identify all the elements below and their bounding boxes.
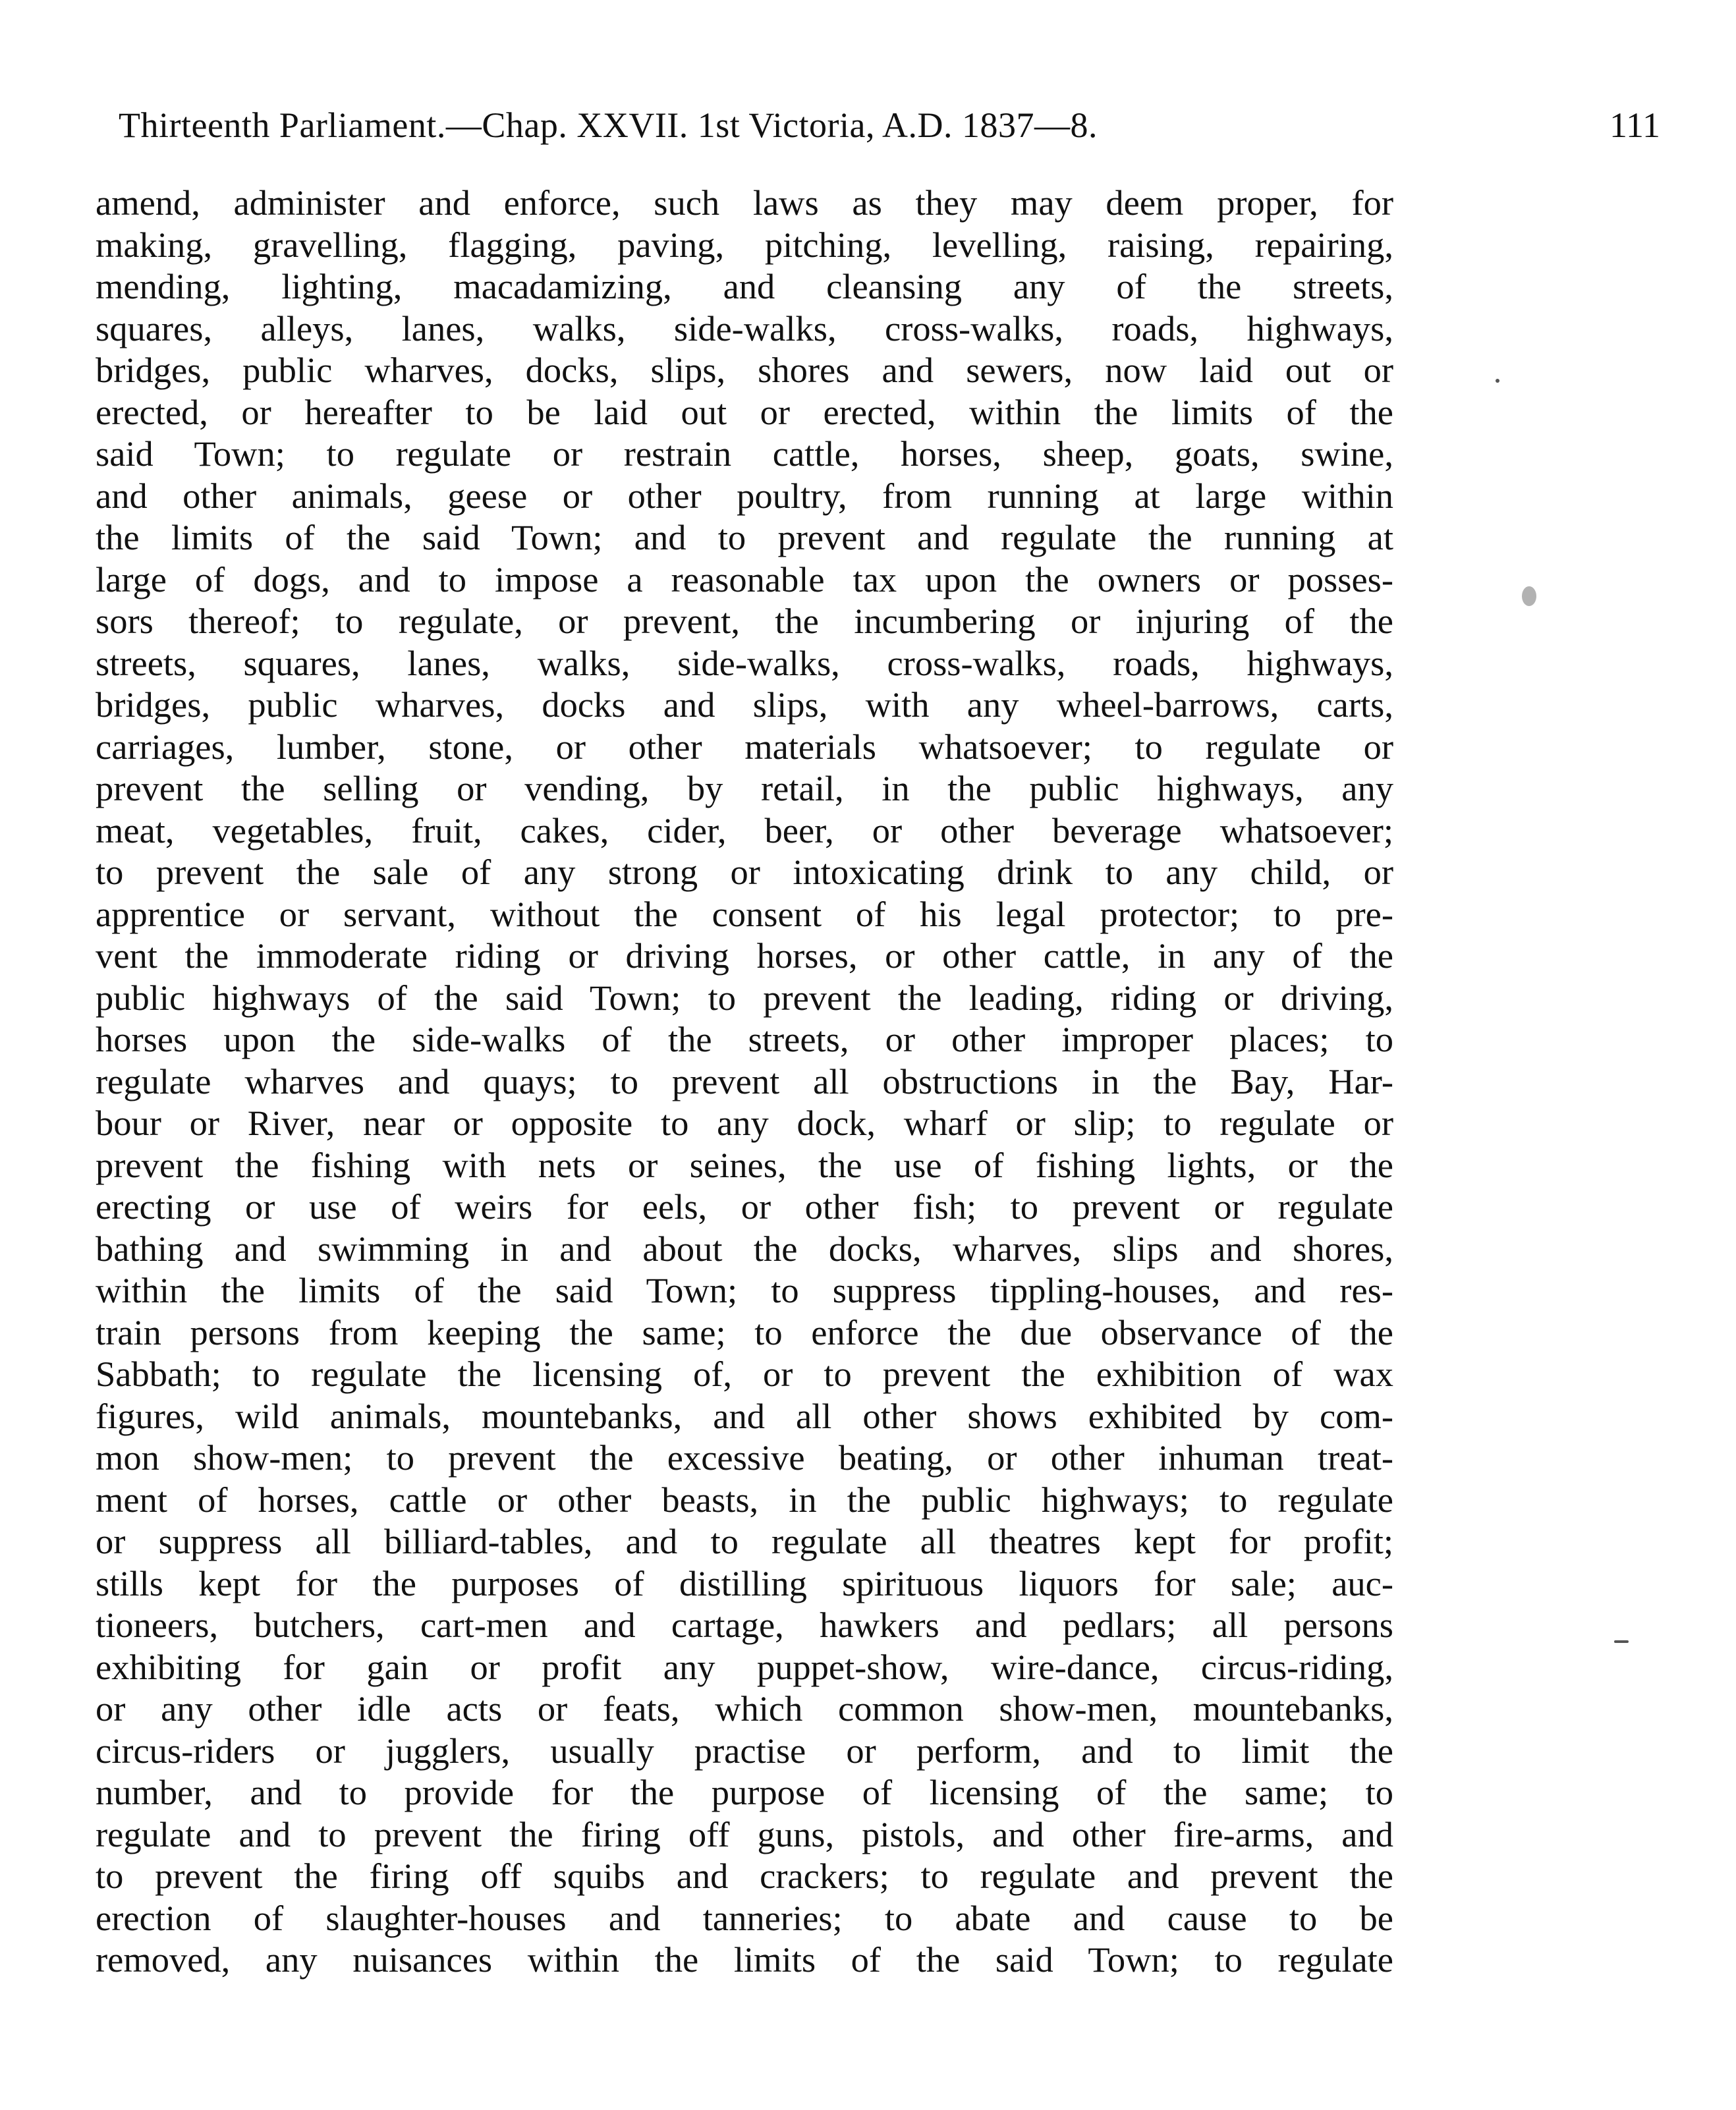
text-line: making, gravelling, flagging, paving, pitching, levelling, raising, repairing, [96, 224, 1393, 265]
text-line: mon show-men; to prevent the excessive beating, or other inhuman treat- [96, 1437, 1393, 1478]
text-line: mending, lighting, macadamizing, and cleansing any of the streets, [96, 266, 1393, 306]
text-line: squares, alleys, lanes, walks, side-walks, cross-walks, roads, highways, [96, 308, 1393, 348]
text-line: the limits of the said Town; and to prevent and regulate the running at [96, 517, 1393, 557]
text-line: sors thereof; to regulate, or prevent, the incumbering or injuring of the [96, 601, 1393, 641]
text-line: horses upon the side-walks of the streets, or other improper places; to [96, 1019, 1393, 1059]
text-line: meat, vegetables, fruit, cakes, cider, beer, or other beverage whatsoever; [96, 810, 1393, 850]
text-line: and other animals, geese or other poultry, from running at large within [96, 475, 1393, 516]
text-line: said Town; to regulate or restrain cattle, horses, sheep, goats, swine, [96, 433, 1393, 474]
text-line: or suppress all billiard-tables, and to regulate all theatres kept for profit; [96, 1521, 1393, 1561]
text-line: regulate and to prevent the firing off guns, pistols, and other fire-arms, and [96, 1814, 1393, 1854]
text-line: number, and to provide for the purpose of licensing of the same; to [96, 1772, 1393, 1812]
text-line: bridges, public wharves, docks and slips, with any wheel-barrows, carts, [96, 684, 1393, 725]
text-line: Sabbath; to regulate the licensing of, or to prevent the exhibition of wax [96, 1354, 1393, 1394]
text-line: apprentice or servant, without the consent of his legal protector; to pre- [96, 893, 1393, 934]
text-line: carriages, lumber, stone, or other materials whatsoever; to regulate or [96, 726, 1393, 767]
text-line: vent the immoderate riding or driving horses, or other cattle, in any of the [96, 935, 1393, 976]
text-line: exhibiting for gain or profit any puppet-show, wire-dance, circus-riding, [96, 1646, 1393, 1687]
text-line: circus-riders or jugglers, usually practise or perform, and to limit the [96, 1730, 1393, 1771]
text-line: prevent the selling or vending, by retail, in the public highways, any [96, 768, 1393, 808]
text-line: bridges, public wharves, docks, slips, shores and sewers, now laid out or [96, 350, 1393, 390]
text-line: tioneers, butchers, cart-men and cartage, hawkers and pedlars; all persons [96, 1605, 1393, 1645]
text-line: to prevent the sale of any strong or intoxicating drink to any child, or [96, 852, 1393, 892]
text-line: to prevent the firing off squibs and crackers; to regulate and prevent the [96, 1856, 1393, 1896]
text-line: erected, or hereafter to be laid out or erected, within the limits of the [96, 391, 1393, 432]
text-line: streets, squares, lanes, walks, side-walks, cross-walks, roads, highways, [96, 642, 1393, 683]
text-line: within the limits of the said Town; to suppress tippling-houses, and res- [96, 1270, 1393, 1310]
running-head [119, 99, 1660, 152]
margin-dash [1614, 1640, 1629, 1643]
text-line: removed, any nuisances within the limits of the said Town; to regulate [96, 1939, 1393, 1980]
text-line: public highways of the said Town; to prevent the leading, riding or driving, [96, 977, 1393, 1018]
text-line: prevent the fishing with nets or seines, the use of fishing lights, or the [96, 1144, 1393, 1185]
text-line: amend, administer and enforce, such laws as they may deem proper, for [96, 182, 1393, 223]
text-line: erecting or use of weirs for eels, or other fish; to prevent or regulate [96, 1186, 1393, 1227]
text-line: bour or River, near or opposite to any dock, wharf or slip; to regulate or [96, 1103, 1393, 1143]
margin-speck [1496, 379, 1499, 383]
margin-blot [1522, 586, 1536, 606]
text-line: bathing and swimming in and about the docks, wharves, slips and shores, [96, 1228, 1393, 1269]
text-line: stills kept for the purposes of distilling spirituous liquors for sale; auc- [96, 1563, 1393, 1603]
running-title: Thirteenth Parliament.—Chap. XXVII. 1st Victoria, A.D. 1837—8. [119, 105, 1098, 145]
body-text [96, 182, 1393, 1981]
text-line: or any other idle acts or feats, which common show-men, mountebanks, [96, 1688, 1393, 1729]
text-line: regulate wharves and quays; to prevent all obstructions in the Bay, Har- [96, 1061, 1393, 1101]
page-number: 111 [1610, 105, 1660, 145]
text-line: train persons from keeping the same; to enforce the due observance of the [96, 1312, 1393, 1352]
text-line: erection of slaughter-houses and tanneries; to abate and cause to be [96, 1897, 1393, 1938]
text-line: figures, wild animals, mountebanks, and all other shows exhibited by com- [96, 1395, 1393, 1436]
text-line: large of dogs, and to impose a reasonable tax upon the owners or posses- [96, 559, 1393, 599]
text-line: ment of horses, cattle or other beasts, in the public highways; to regulate [96, 1479, 1393, 1520]
